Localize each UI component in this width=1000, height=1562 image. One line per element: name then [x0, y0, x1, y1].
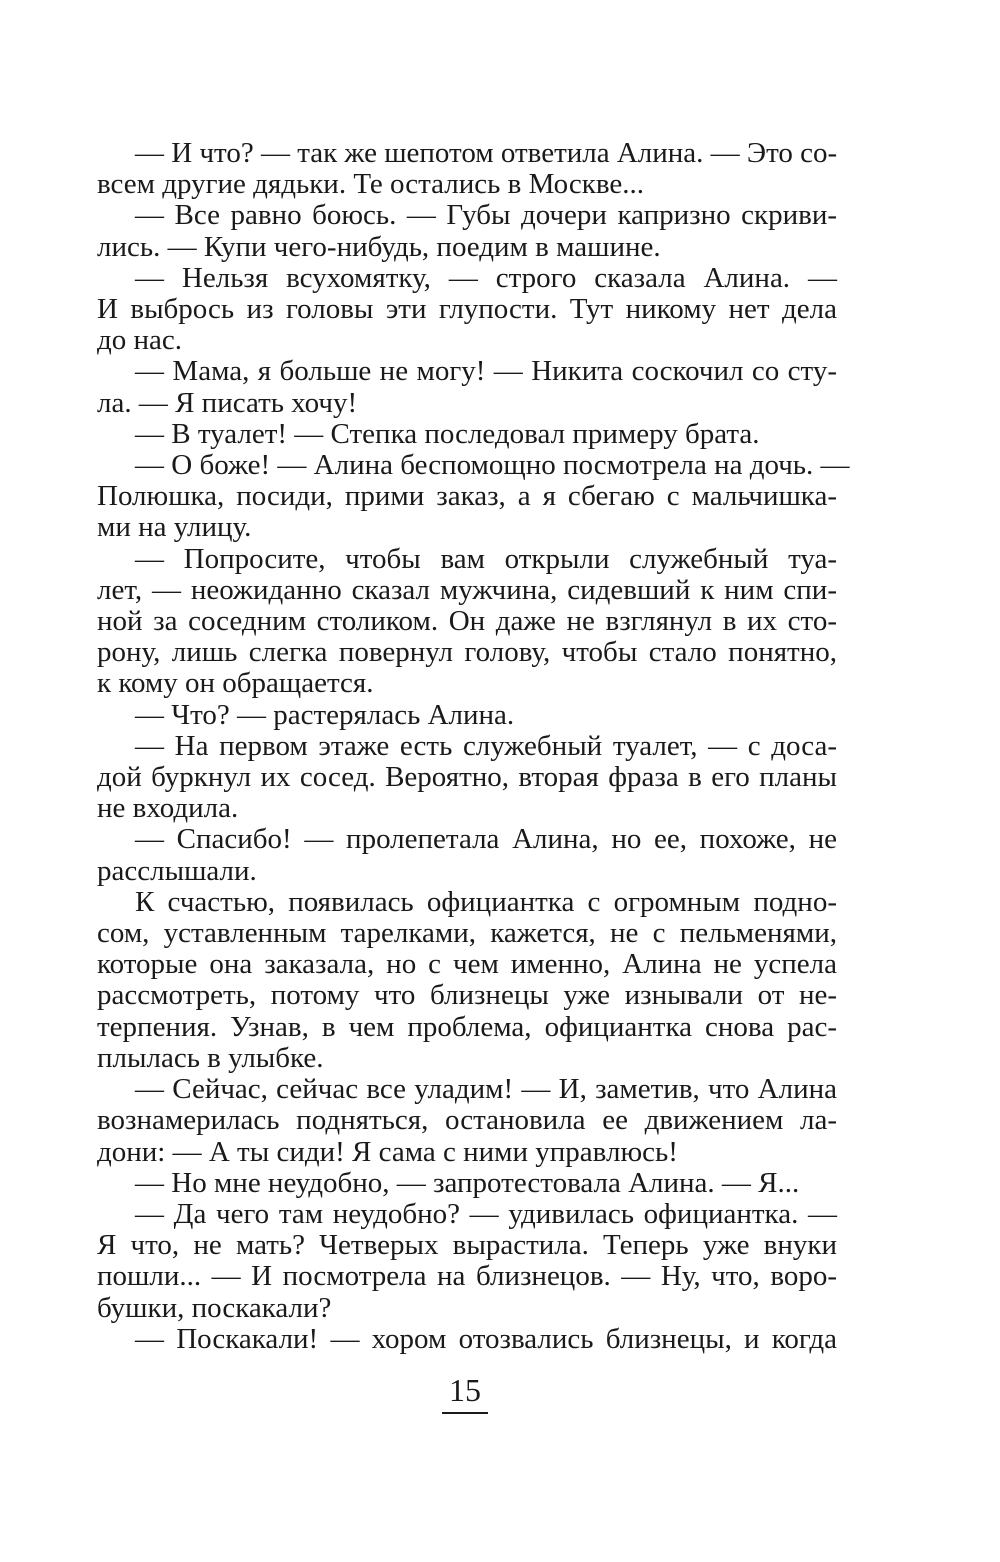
paragraph	[97, 1199, 837, 1324]
text-line: — Попросите, чтобы вам открыли служебный туа-	[135, 542, 837, 575]
paragraph	[97, 449, 850, 544]
text-line: — Поскакали! — хором отозвались близнецы, и когда	[135, 1322, 837, 1355]
text-line: ной за соседним столиком. Он даже не взглянул в их сто-	[97, 605, 837, 638]
text-line: ла. — Я писать хочу!	[97, 386, 358, 419]
paragraph	[97, 824, 837, 886]
text-line: до нас.	[97, 324, 183, 357]
paragraph	[97, 419, 837, 450]
text-line: не входила.	[97, 792, 239, 825]
paragraph	[97, 356, 837, 418]
text-line: пошли... — И посмотрела на близнецов. — Ну, что, воро-	[97, 1260, 837, 1293]
text-line: — И что? — так же шепотом ответила Алина. — Это со-	[135, 137, 838, 169]
text-line: ми на улицу.	[97, 511, 252, 544]
text-line: плылась в улыбке.	[97, 1041, 324, 1074]
paragraph	[97, 138, 837, 200]
text-line: лет, — неожиданно сказал мужчина, сидевший к ним спи-	[97, 573, 837, 606]
text-line: — Нельзя всухомятку, — строго сказала Алина. —	[135, 261, 837, 294]
page-number-underline	[442, 1412, 488, 1414]
text-line: — Сейчас, сейчас все уладим! — И, заметив, что Алина	[135, 1073, 837, 1106]
paragraph	[97, 1324, 837, 1355]
page-number: 15	[449, 1372, 481, 1408]
paragraph	[97, 200, 837, 262]
paragraph	[97, 544, 837, 700]
text-line: лись. — Купи чего-нибудь, поедим в машине.	[97, 230, 661, 263]
text-line: сом, уставленным тарелками, кажется, не с пельменями,	[97, 917, 837, 950]
text-line: — Что? — растерялась Алина.	[135, 698, 515, 731]
text-line: — В туалет! — Степка последовал примеру брата.	[135, 417, 760, 450]
text-line: дой буркнул их сосед. Вероятно, вторая фраза в его планы	[97, 761, 837, 794]
text-line: терпения. Узнав, в чем проблема, официантка снова рас-	[97, 1010, 837, 1043]
text-line: — На первом этаже есть служебный туалет, — с доса-	[135, 729, 837, 762]
text-line: вознамерилась подняться, остановила ее движением ла-	[97, 1104, 837, 1137]
paragraph	[97, 700, 837, 731]
text-line: к кому он обращается.	[97, 667, 374, 700]
paragraph	[97, 1074, 837, 1168]
text-line: Я что, не мать? Четверых вырастила. Теперь уже внуки	[97, 1229, 837, 1262]
text-line: К счастью, появилась официантка с огромным подно-	[135, 885, 837, 918]
paragraph	[97, 263, 837, 357]
paragraph	[97, 887, 837, 1074]
text-line: — О боже! — Алина беспомощно посмотрела на дочь. —	[135, 449, 850, 482]
paragraph	[97, 1168, 837, 1199]
text-line: которые она заказала, но с чем именно, Алина не успела	[97, 948, 837, 981]
text-line: — Да чего там неудобно? — удивилась официантка. —	[135, 1197, 837, 1230]
body-text	[97, 137, 850, 1355]
text-line: дони: — А ты сиди! Я сама с ними управлюсь!	[97, 1135, 678, 1168]
text-line: расслышали.	[97, 854, 257, 887]
text-line: всем другие дядьки. Те остались в Москве...	[97, 168, 644, 201]
text-line: рону, лишь слегка повернул голову, чтобы стало понятно,	[97, 636, 837, 669]
text-line: — Но мне неудобно, — запротестовала Алина. — Я...	[135, 1166, 800, 1199]
paragraph	[97, 731, 837, 825]
text-line: И выбрось из головы эти глупости. Тут никому нет дела	[97, 293, 837, 326]
text-line: бушки, поскакали?	[97, 1291, 332, 1324]
text-line: Полюшка, посиди, прими заказ, а я сбегаю с мальчишка-	[97, 480, 837, 513]
text-line: — Спасибо! — пролепетала Алина, но ее, похоже, не	[135, 823, 837, 856]
text-line: рассмотреть, потому что близнецы уже изнывали от не-	[97, 979, 837, 1012]
text-line: — Мама, я больше не могу! — Никита соскочил со сту-	[135, 355, 837, 388]
text-line: — Все равно боюсь. — Губы дочери капризно скриви-	[135, 199, 837, 232]
